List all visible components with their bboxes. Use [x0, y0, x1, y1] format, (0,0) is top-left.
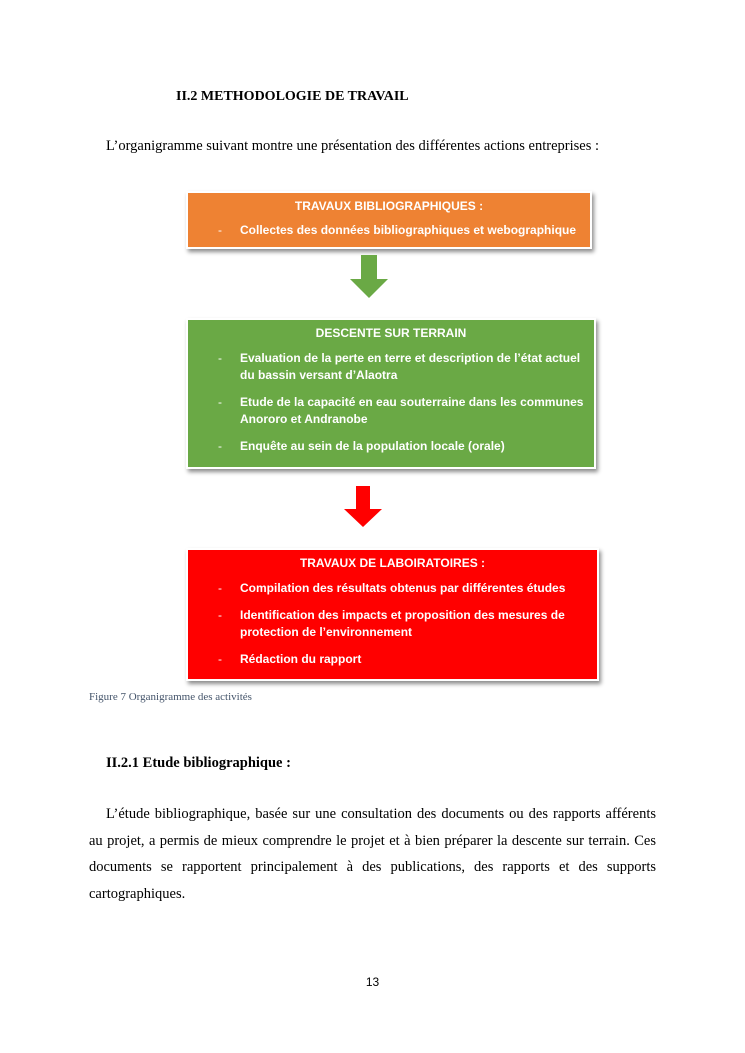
green-down-arrow-icon [349, 255, 389, 299]
list-item [188, 222, 590, 239]
list-item [188, 350, 594, 384]
organigram-box-bibliographic [186, 191, 592, 249]
bullet-dash: - [218, 439, 222, 453]
bullet-dash: - [218, 608, 222, 622]
list-item-text: Rédaction du rapport [240, 652, 362, 666]
bullet-dash: - [218, 351, 222, 365]
box-list [188, 580, 597, 668]
section-heading: II.2 METHODOLOGIE DE TRAVAIL [176, 89, 409, 104]
list-item [188, 394, 594, 428]
body-paragraph: L’étude bibliographique, basée sur une consultation des documents ou des rapports afférents au projet, a permis de mieux comprendre le projet et à bien préparer la descente sur terrain. Ces documents se rapportent principalement à des publications, des rapports et des supports cartographiques. [89, 806, 656, 902]
page-number: 13 [365, 975, 380, 989]
box-title: TRAVAUX BIBLIOGRAPHIQUES : [294, 199, 484, 213]
list-item-text: Evaluation de la perte en terre et description de l’état actuel du bassin versant d’Alaotra [240, 351, 581, 382]
bullet-dash: - [218, 395, 222, 409]
list-item [188, 607, 597, 641]
bullet-dash: - [218, 652, 222, 666]
organigram-box-laboratory [186, 548, 599, 681]
box-title: TRAVAUX DE LABOIRATOIRES : [299, 556, 486, 570]
box-list [188, 350, 594, 455]
box-list [188, 222, 590, 239]
subsection-heading: II.2.1 Etude bibliographique : [106, 755, 291, 771]
bullet-dash: - [218, 581, 222, 595]
list-item [188, 580, 597, 597]
list-item-text: Compilation des résultats obtenus par différentes études [240, 581, 566, 595]
list-item-text: Etude de la capacité en eau souterraine dans les communes Anororo et Andranobe [240, 395, 584, 426]
organigram-box-field [186, 318, 596, 469]
red-down-arrow-icon [343, 486, 383, 528]
figure-caption: Figure 7 Organigramme des activités [89, 691, 252, 703]
box-title: DESCENTE SUR TERRAIN [315, 326, 467, 340]
list-item [188, 651, 597, 668]
intro-text: L’organigramme suivant montre une présentation des différentes actions entreprises : [106, 138, 599, 154]
bullet-dash: - [218, 223, 222, 237]
list-item-text: Collectes des données bibliographiques et webographique [240, 223, 577, 237]
list-item-text: Enquête au sein de la population locale (orale) [240, 439, 505, 453]
list-item-text: Identification des impacts et proposition des mesures de protection de l’environnement [240, 608, 565, 639]
list-item [188, 438, 594, 455]
